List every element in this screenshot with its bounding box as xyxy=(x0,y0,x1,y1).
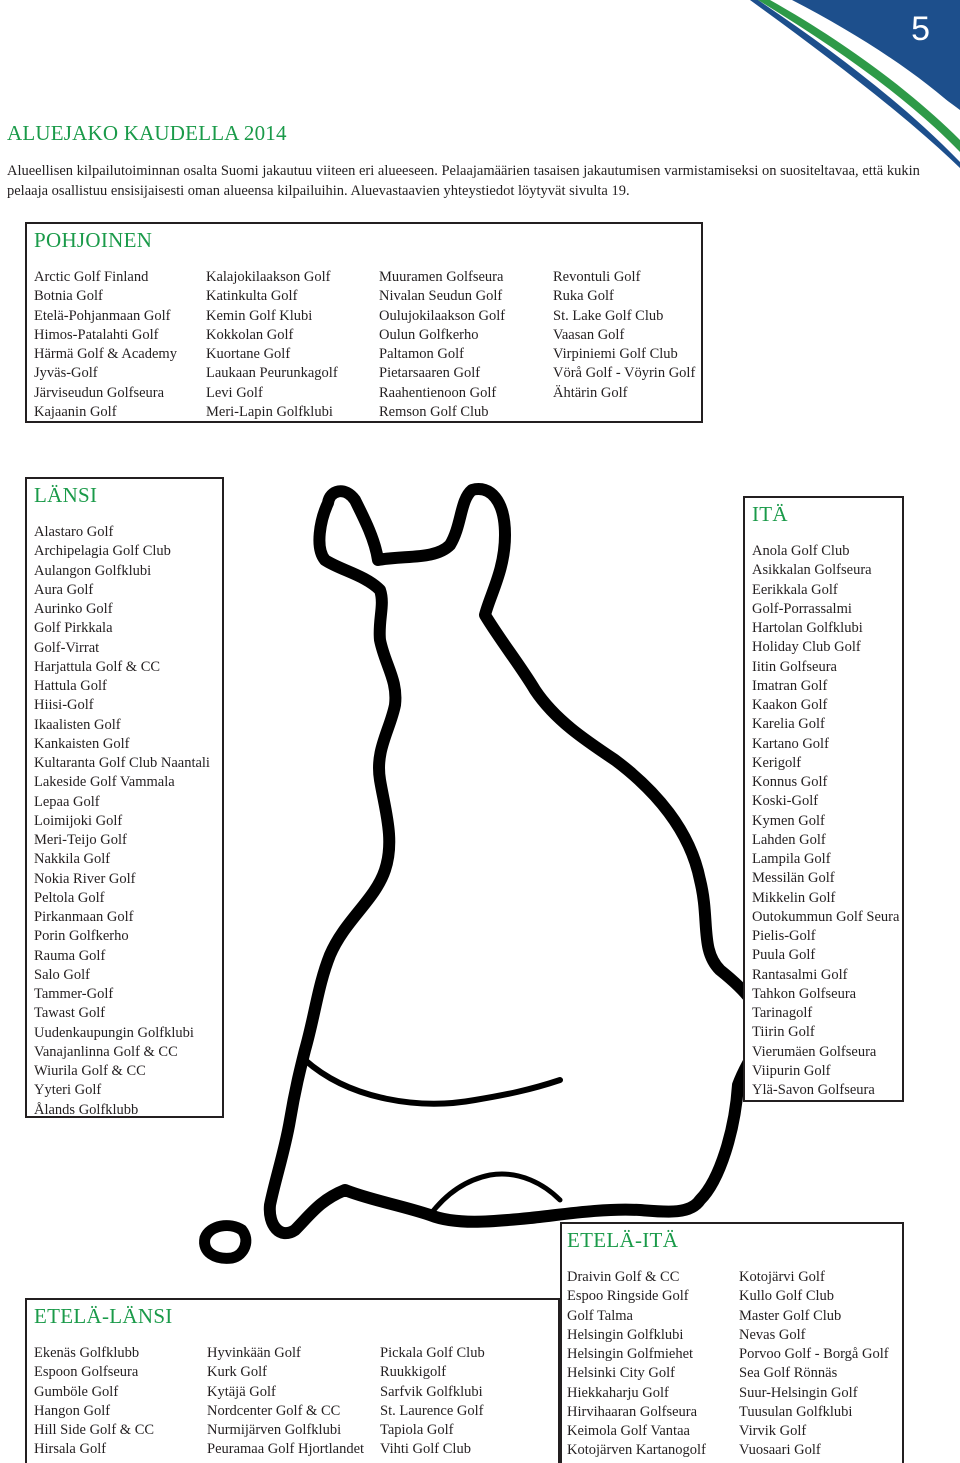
club-name: Kurk Golf xyxy=(207,1364,268,1381)
club-name: Arctic Golf Finland xyxy=(34,269,149,285)
club-name: Kartano Golf xyxy=(752,735,829,752)
club-name: Helsingin Golfklubi xyxy=(567,1326,684,1343)
club-column xyxy=(206,268,338,422)
club-name: Etelä-Pohjanmaan Golf xyxy=(34,307,171,324)
region-box-etela-ita xyxy=(560,1222,904,1463)
club-name: Hill Side Golf & CC xyxy=(34,1422,155,1438)
club-name: Porvoo Golf - Borgå Golf xyxy=(739,1346,889,1362)
club-name: Gumböle Golf xyxy=(34,1383,119,1400)
region-box-ita xyxy=(743,496,904,1102)
club-name: Nokia River Golf xyxy=(34,870,136,887)
club-name: Kaakon Golf xyxy=(752,697,828,713)
club-name: Holiday Club Golf xyxy=(752,639,861,656)
club-name: Tuusulan Golfklubi xyxy=(739,1403,853,1420)
club-name: Loimijoki Golf xyxy=(34,812,123,829)
region-box-pohjoinen xyxy=(25,222,703,423)
club-name: Virvik Golf xyxy=(739,1423,807,1439)
club-name: Pirkanmaan Golf xyxy=(34,909,134,925)
club-name: Sarfvik Golfklubi xyxy=(380,1383,483,1400)
club-name: Hattula Golf xyxy=(34,678,107,694)
club-name: Härmä Golf & Academy xyxy=(34,346,177,362)
region-box-lansi xyxy=(25,477,224,1118)
club-name: Rantasalmi Golf xyxy=(752,966,848,983)
club-name: Vaasan Golf xyxy=(553,326,625,343)
club-name: Mikkelin Golf xyxy=(752,889,836,906)
club-name: Kultaranta Golf Club Naantali xyxy=(34,755,210,771)
club-name: Nakkila Golf xyxy=(34,851,111,868)
club-name: Kokkolan Golf xyxy=(206,326,294,343)
club-name: Salo Golf xyxy=(34,966,90,983)
club-name: Kuortane Golf xyxy=(206,346,291,362)
club-name: Remson Golf Club xyxy=(379,403,489,420)
club-name: Hiisi-Golf xyxy=(34,697,94,714)
club-name: Imatran Golf xyxy=(752,677,828,694)
club-name: Asikkalan Golfseura xyxy=(752,562,872,579)
club-name: Uudenkaupungin Golfklubi xyxy=(34,1024,194,1041)
club-name: Kajaanin Golf xyxy=(34,403,117,420)
club-name: Raahentienoon Golf xyxy=(379,384,497,401)
club-name: Tammer-Golf xyxy=(34,986,114,1002)
club-column xyxy=(34,1344,154,1460)
club-name: Levi Golf xyxy=(206,384,263,401)
club-name: Kotojärven Kartanogolf xyxy=(567,1442,706,1459)
club-column xyxy=(553,268,695,403)
club-name: Aurinko Golf xyxy=(34,601,113,617)
region-title-pohjoinen: POHJOINEN xyxy=(34,228,153,252)
club-name: Puula Golf xyxy=(752,947,816,964)
club-name: Alastaro Golf xyxy=(34,524,114,540)
club-name: Kemin Golf Klubi xyxy=(206,307,313,324)
club-name: Himos-Patalahti Golf xyxy=(34,326,159,343)
page-number: 5 xyxy=(911,10,930,48)
club-name: Peuramaa Golf Hjortlandet xyxy=(207,1441,365,1458)
club-column xyxy=(380,1344,485,1460)
page-title: ALUEJAKO KAUDELLA 2014 xyxy=(7,121,287,145)
club-name: Helsinki City Golf xyxy=(567,1365,675,1382)
club-name: Ålands Golfklubb xyxy=(34,1101,139,1118)
club-name: Eerikkala Golf xyxy=(752,581,838,598)
club-name: Kerigolf xyxy=(752,754,802,771)
club-name: Golf Pirkkala xyxy=(34,620,113,637)
club-name: Golf-Porrassalmi xyxy=(752,600,852,617)
club-name: Nevas Golf xyxy=(739,1326,806,1343)
club-name: Vörå Golf - Vöyrin Golf xyxy=(553,365,696,382)
club-name: Lepaa Golf xyxy=(34,793,100,810)
club-column xyxy=(207,1344,364,1460)
club-name: Hirvihaaran Golfseura xyxy=(567,1403,698,1420)
club-name: Porin Golfkerho xyxy=(34,928,129,945)
club-name: Revontuli Golf xyxy=(553,269,641,285)
club-name: Espoon Golfseura xyxy=(34,1364,139,1381)
club-name: Meri-Lapin Golfklubi xyxy=(206,403,333,420)
club-name: Kankaisten Golf xyxy=(34,735,130,752)
club-name: Konnus Golf xyxy=(752,774,828,790)
region-title-etela-ita: ETELÄ-ITÄ xyxy=(567,1228,679,1252)
club-name: Meri-Teijo Golf xyxy=(34,832,127,848)
club-name: Ekenäs Golfklubb xyxy=(34,1345,140,1361)
club-name: Oulun Golfkerho xyxy=(379,326,479,343)
club-name: Ruukkigolf xyxy=(380,1364,447,1381)
club-name: Vanajanlinna Golf & CC xyxy=(34,1043,178,1060)
club-name: Master Golf Club xyxy=(739,1307,842,1324)
club-name: Helsingin Golfmiehet xyxy=(567,1346,694,1362)
region-title-ita: ITÄ xyxy=(752,502,788,526)
club-name: Nordcenter Golf & CC xyxy=(207,1402,341,1419)
club-name: Golf Talma xyxy=(567,1307,633,1324)
club-name: Paltamon Golf xyxy=(379,346,464,362)
club-name: Vierumäen Golfseura xyxy=(752,1043,877,1060)
region-title-etela-lansi: ETELÄ-LÄNSI xyxy=(34,1304,173,1328)
club-name: Pielis-Golf xyxy=(752,928,816,944)
club-name: Hangon Golf xyxy=(34,1402,111,1419)
club-name: Jyväs-Golf xyxy=(34,365,98,382)
club-name: Botnia Golf xyxy=(34,288,103,305)
club-name: Tawast Golf xyxy=(34,1005,106,1022)
club-name: Kotojärvi Golf xyxy=(739,1269,825,1285)
club-column xyxy=(34,523,210,1120)
club-name: Archipelagia Golf Club xyxy=(34,543,171,560)
club-name: Outokummun Golf Seura xyxy=(752,908,900,925)
club-column xyxy=(379,268,505,422)
club-name: Aulangon Golfklubi xyxy=(34,562,152,579)
club-column xyxy=(34,268,177,422)
club-name: Muuramen Golfseura xyxy=(379,269,504,285)
club-name: Sea Golf Rönnäs xyxy=(739,1365,838,1382)
club-name: Virpiniemi Golf Club xyxy=(553,346,678,362)
club-name: Tapiola Golf xyxy=(380,1422,454,1438)
club-name: Tiirin Golf xyxy=(752,1024,815,1041)
club-name: Ikaalisten Golf xyxy=(34,716,121,733)
club-name: Kullo Golf Club xyxy=(739,1288,835,1305)
club-name: St. Laurence Golf xyxy=(380,1402,484,1419)
club-name: Anola Golf Club xyxy=(752,543,850,559)
club-name: Ruka Golf xyxy=(553,288,614,305)
club-name: Iitin Golfseura xyxy=(752,658,837,675)
club-name: Espoo Ringside Golf xyxy=(567,1288,689,1305)
club-name: Kymen Golf xyxy=(752,812,825,829)
club-name: Suur-Helsingin Golf xyxy=(739,1384,858,1401)
club-column xyxy=(567,1268,706,1461)
club-name: Nurmijärven Golfklubi xyxy=(207,1422,342,1438)
region-box-etela-lansi xyxy=(25,1298,560,1463)
club-name: Yyteri Golf xyxy=(34,1082,102,1099)
club-name: Katinkulta Golf xyxy=(206,288,298,305)
club-name: Lakeside Golf Vammala xyxy=(34,774,175,791)
club-name: Vihti Golf Club xyxy=(380,1441,471,1458)
club-name: Nivalan Seudun Golf xyxy=(379,288,503,305)
club-name: Kytäjä Golf xyxy=(207,1383,276,1400)
club-name: Karelia Golf xyxy=(752,716,825,733)
club-name: Aura Golf xyxy=(34,581,94,598)
club-name: Hyvinkään Golf xyxy=(207,1345,301,1361)
club-name: Tarinagolf xyxy=(752,1005,813,1021)
club-column xyxy=(739,1268,889,1461)
club-name: Draivin Golf & CC xyxy=(567,1269,680,1285)
club-name: Lampila Golf xyxy=(752,851,831,867)
club-name: Ähtärin Golf xyxy=(553,384,628,401)
club-name: Viipurin Golf xyxy=(752,1062,831,1079)
club-name: Pickala Golf Club xyxy=(380,1345,485,1361)
club-name: Wiurila Golf & CC xyxy=(34,1063,146,1079)
club-name: Golf-Virrat xyxy=(34,639,100,656)
club-name: St. Lake Golf Club xyxy=(553,307,664,324)
club-name: Lahden Golf xyxy=(752,831,826,848)
club-name: Rauma Golf xyxy=(34,947,106,964)
club-name: Tahkon Golfseura xyxy=(752,985,857,1002)
club-name: Messilän Golf xyxy=(752,870,835,887)
club-name: Laukaan Peurunkagolf xyxy=(206,365,338,382)
club-name: Hartolan Golfklubi xyxy=(752,620,863,636)
club-name: Hirsala Golf xyxy=(34,1441,107,1458)
club-column xyxy=(752,542,899,1100)
club-name: Peltola Golf xyxy=(34,889,105,906)
club-name: Järviseudun Golfseura xyxy=(34,384,165,401)
club-name: Koski-Golf xyxy=(752,793,819,810)
club-name: Hiekkaharju Golf xyxy=(567,1384,669,1401)
club-name: Kalajokilaakson Golf xyxy=(206,269,331,285)
club-name: Keimola Golf Vantaa xyxy=(567,1423,690,1439)
club-name: Harjattula Golf & CC xyxy=(34,658,161,675)
club-name: Ylä-Savon Golfseura xyxy=(752,1082,875,1098)
region-title-lansi: LÄNSI xyxy=(34,483,98,507)
club-name: Oulujokilaakson Golf xyxy=(379,307,506,324)
club-name: Pietarsaaren Golf xyxy=(379,365,481,382)
intro-paragraph: Alueellisen kilpailutoiminnan osalta Suomi jakautuu viiteen eri alueeseen. Pelaajamäärien tasaisen jakautumisen varmistamiseksi on suositeltavaa, että kukin pelaaja osallistuu ensisijaisesti oman alueensa kilpailuihin. Aluevastaavien yhteystiedot löytyvät sivulta 19. xyxy=(7,163,920,199)
club-name: Vuosaari Golf xyxy=(739,1442,821,1459)
